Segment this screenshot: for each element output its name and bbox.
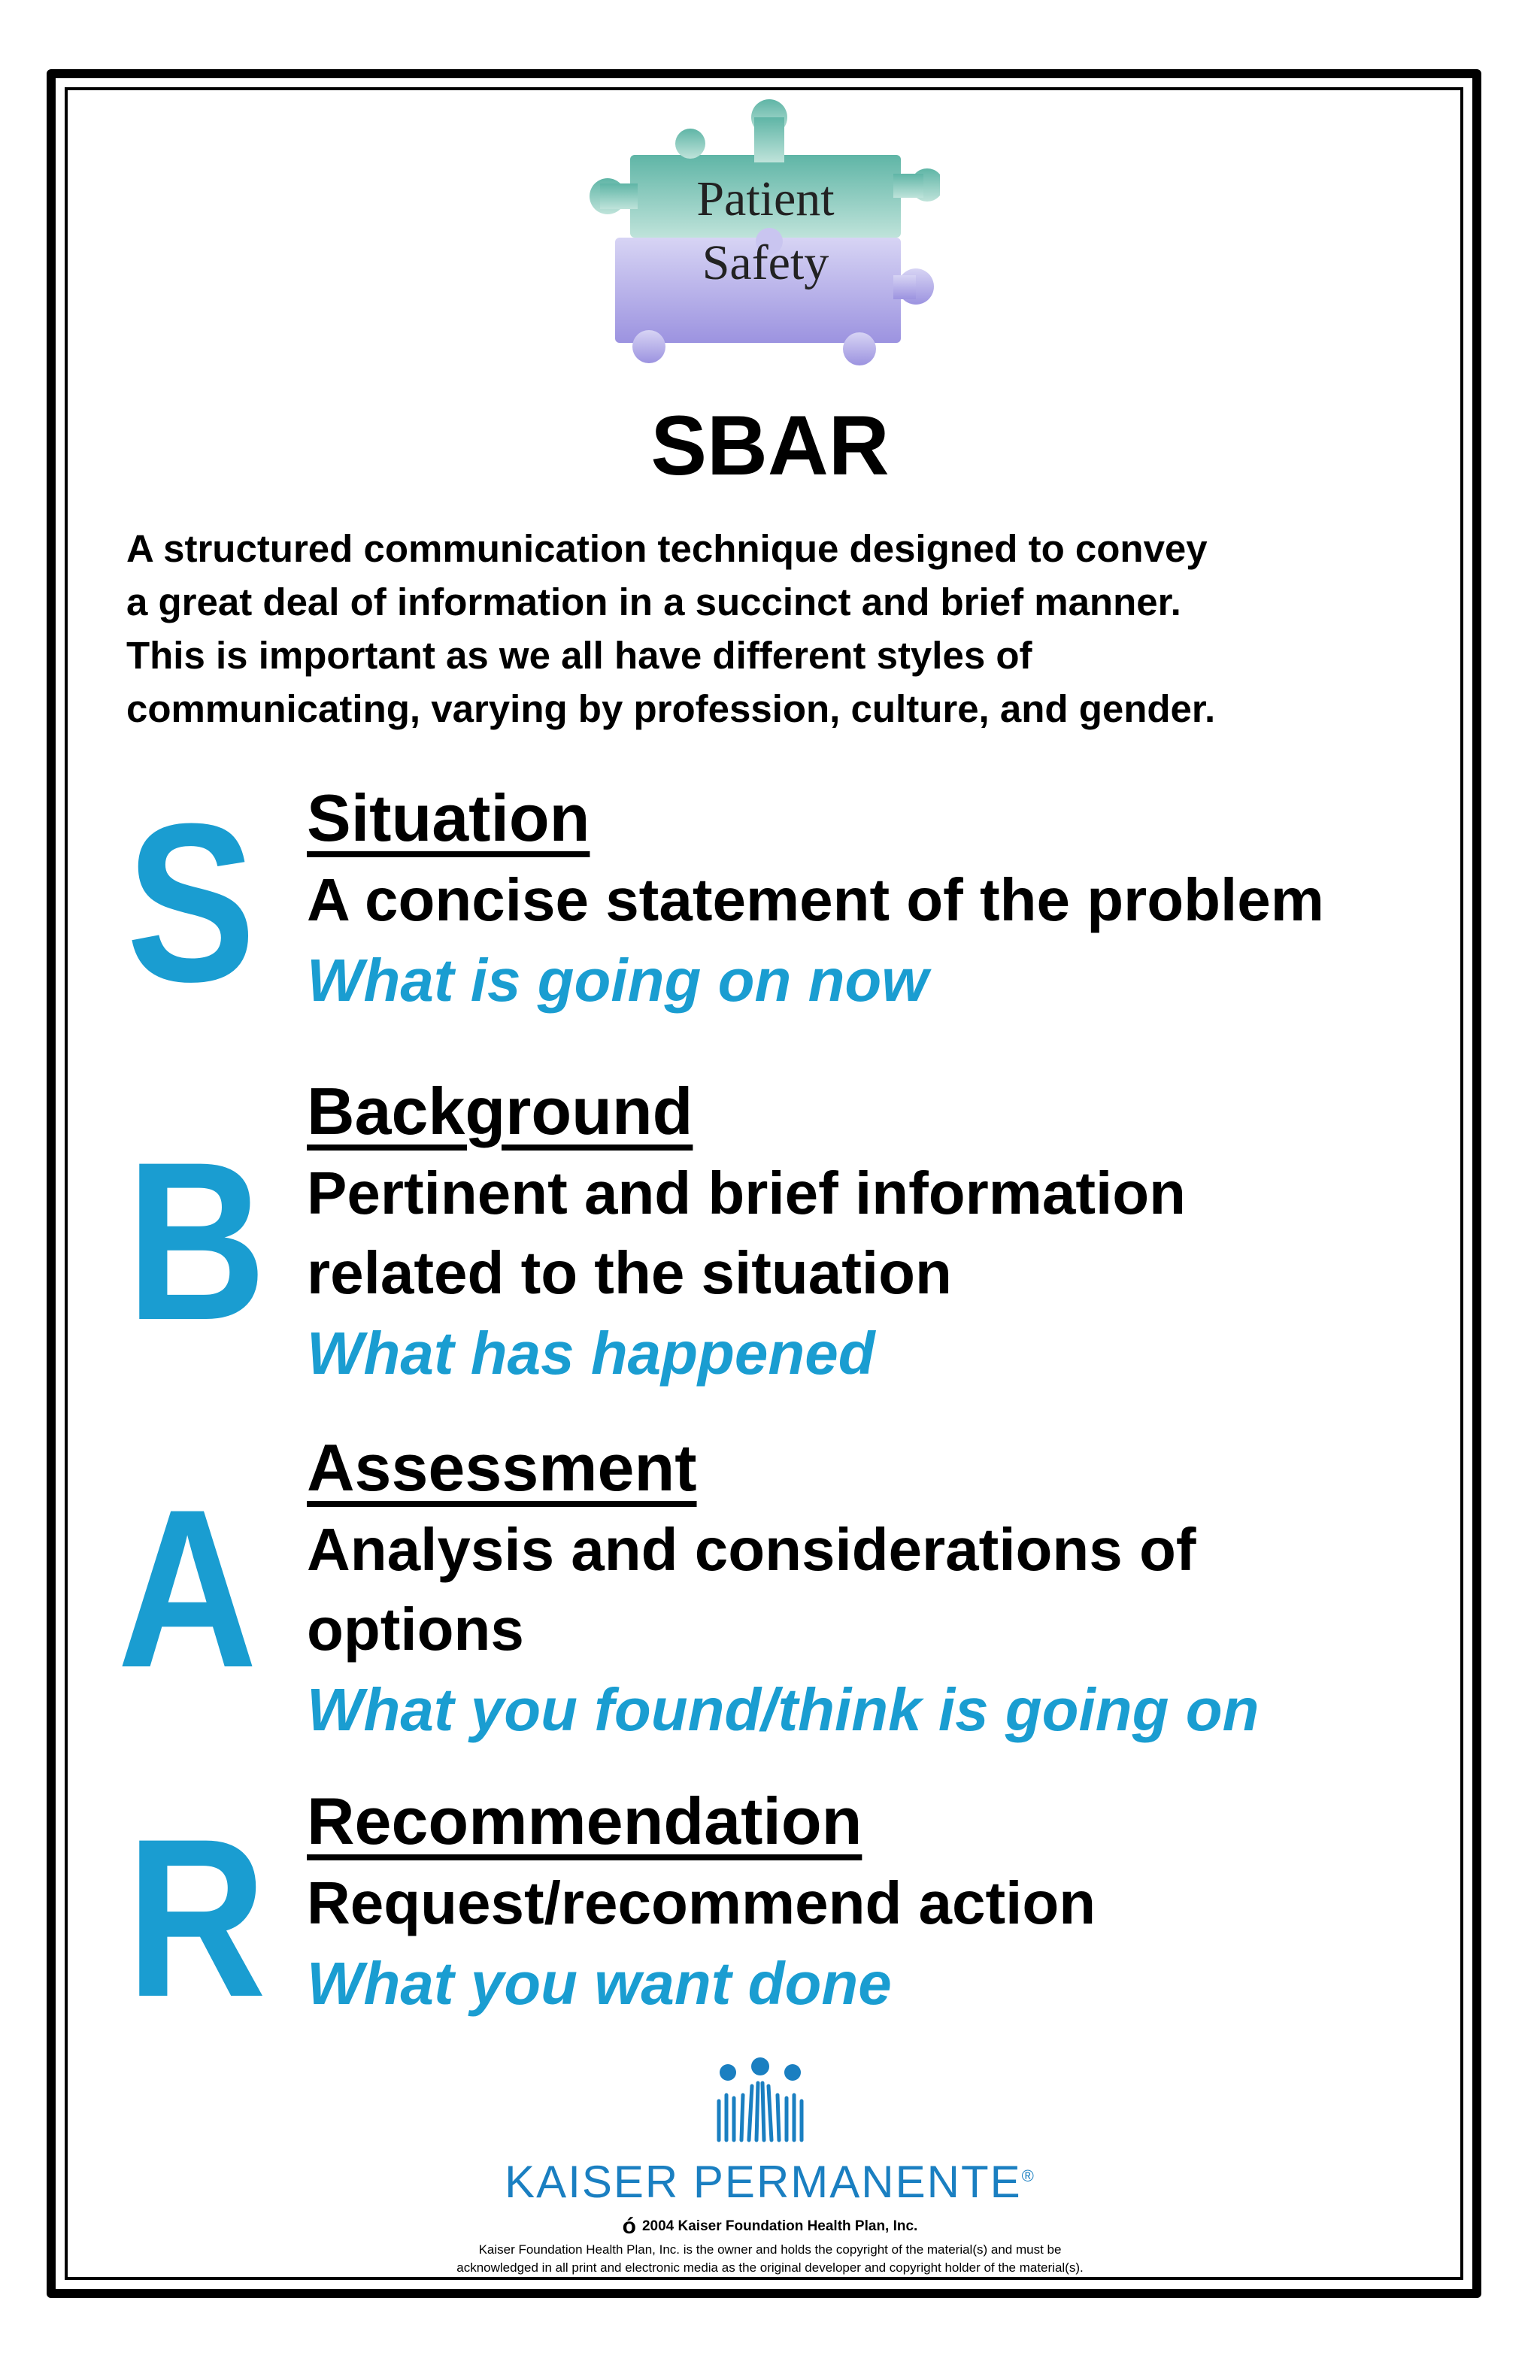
- letter-s: S: [126, 776, 256, 1029]
- copyright-line: [0, 2214, 1540, 2239]
- letter-b: B: [126, 1114, 267, 1367]
- section-heading: Assessment: [307, 1430, 697, 1505]
- section-description: Analysis and considerations of options: [307, 1516, 1196, 1663]
- copyright-notice: Kaiser Foundation Health Plan, Inc. is the owner and holds the copyright of the material(s) and must be acknowledged in all print and electronic media as the original developer and copyright holder of the material(s).: [456, 2242, 1084, 2275]
- intro-paragraph: A structured communication technique designed to convey a great deal of information in a succinct and brief manner. This is important as we all have different styles of communicating, varying by profession, culture, and gender.: [126, 527, 1216, 730]
- kaiser-permanente-wordmark: [0, 2149, 1540, 2209]
- section-recommendation: [307, 1779, 1465, 2024]
- brand-name: KAISER PERMANENTE: [505, 2157, 1022, 2207]
- section-heading: Background: [307, 1074, 693, 1148]
- badge-line2: Safety: [702, 235, 829, 290]
- section-situation: [307, 776, 1465, 1021]
- letter-r: R: [126, 1791, 267, 2044]
- page-title: SBAR: [650, 399, 890, 493]
- kaiser-permanente-logo-icon: [704, 2056, 817, 2143]
- section-question: What you want done: [307, 1950, 892, 2017]
- letter-a: A: [117, 1462, 258, 1715]
- section-description: A concise statement of the problem: [307, 866, 1324, 933]
- registered-mark: ®: [1021, 2166, 1035, 2185]
- section-question: What has happened: [307, 1320, 875, 1387]
- section-question: What is going on now: [307, 947, 929, 1014]
- section-background: [307, 1069, 1465, 1394]
- section-heading: Situation: [307, 781, 590, 855]
- badge-line1: Patient: [696, 171, 835, 226]
- section-assessment: [307, 1426, 1465, 1751]
- copyright-symbol: ó: [622, 2214, 636, 2239]
- section-description: Request/recommend action: [307, 1869, 1096, 1936]
- section-description: Pertinent and brief information related to the situation: [307, 1160, 1186, 1306]
- section-heading: Recommendation: [307, 1784, 862, 1858]
- copyright-text: 2004 Kaiser Foundation Health Plan, Inc.: [641, 2218, 918, 2234]
- patient-safety-puzzle-logo: [585, 95, 940, 367]
- section-question: What you found/think is going on: [307, 1676, 1260, 1743]
